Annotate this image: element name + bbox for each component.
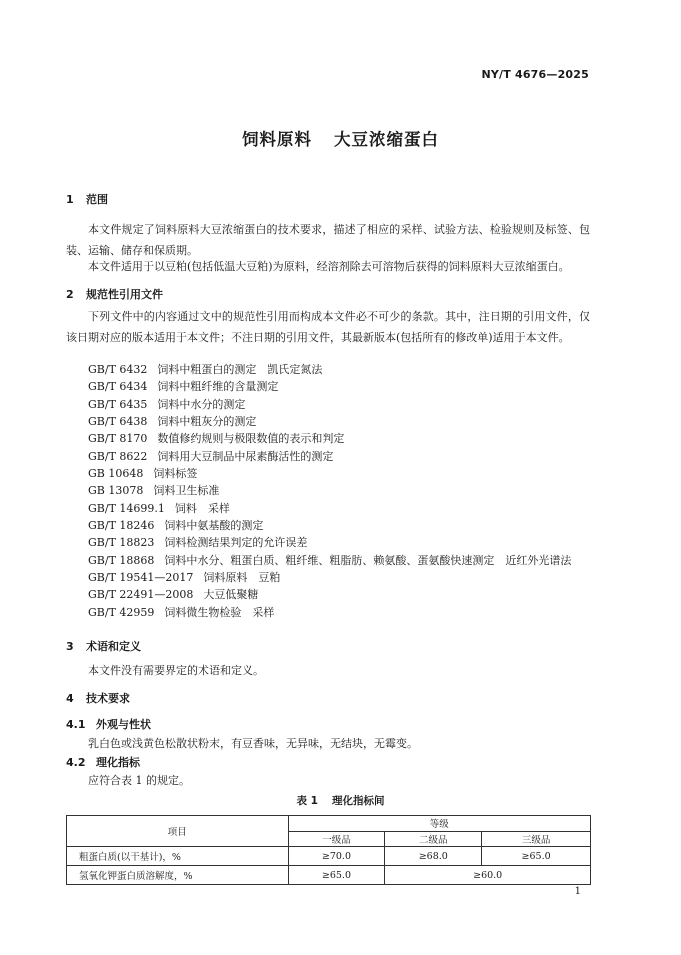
page-number: 1 [574, 886, 581, 897]
reference-title: 饲料微生物检验 采样 [164, 605, 275, 619]
reference-title: 饲料卫生标准 [153, 484, 220, 498]
section-2-heading [66, 286, 163, 302]
reference-title: 饲料中水分的测定 [157, 397, 246, 411]
reference-code: GB/T 18868 [88, 553, 155, 567]
cell-value: ≥68.0 [385, 847, 482, 866]
scope-paragraph-1: 本文件规定了饲料原料大豆浓缩蛋白的技术要求，描述了相应的采样、试验方法、检验规则及标签、包装、运输、储存和保质期。 [66, 223, 590, 257]
row-item: 氢氧化钾蛋白质溶解度，% [67, 866, 289, 885]
reference-code: GB 13078 [88, 484, 144, 498]
cell-value: ≥65.0 [482, 847, 591, 866]
title-part-2: 大豆浓缩蛋白 [334, 130, 439, 149]
reference-title: 饲料标签 [153, 467, 198, 481]
reference-item [88, 534, 571, 551]
terms-text: 本文件没有需要界定的术语和定义。 [88, 664, 264, 677]
section-title: 技术要求 [86, 692, 130, 705]
section-4-heading [66, 690, 130, 706]
reference-code: GB/T 6432 [88, 363, 148, 376]
grade-2: 二级品 [385, 831, 482, 847]
reference-code: GB/T 8622 [88, 449, 148, 463]
reference-item [88, 465, 571, 482]
section-number: 3 [66, 640, 74, 653]
reference-code: GB/T 42959 [88, 605, 155, 619]
reference-title: 饲料原料 豆粕 [203, 571, 281, 585]
specification-table [66, 815, 591, 885]
reference-item [88, 361, 571, 378]
reference-list [88, 361, 571, 621]
cell-value: ≥70.0 [288, 847, 385, 866]
document-title [0, 126, 681, 150]
reference-code: GB/T 18246 [88, 519, 155, 533]
reference-title: 饲料中氨基酸的测定 [164, 519, 264, 533]
reference-item [88, 413, 571, 430]
section-number: 4 [66, 692, 74, 705]
reference-title: 饲料用大豆制品中尿素酶活性的测定 [157, 449, 334, 463]
section-1-heading [66, 191, 108, 207]
reference-code: GB/T 14699.1 [88, 501, 165, 515]
section-4-1-heading [66, 716, 151, 732]
reference-item [88, 448, 571, 465]
subsection-number: 4.2 [66, 756, 86, 769]
reference-title: 饲料中水分、粗蛋白质、粗纤维、粗脂肪、赖氨酸、蛋氨酸快速测定 近红外光谱法 [164, 553, 572, 567]
reference-code: GB/T 6438 [88, 415, 148, 429]
section-number: 2 [66, 288, 74, 301]
reference-item [88, 517, 571, 534]
section-title: 规范性引用文件 [86, 288, 163, 301]
subsection-number: 4.1 [66, 718, 86, 731]
reference-code: GB/T 18823 [88, 536, 155, 550]
section-3-heading [66, 638, 141, 654]
section-title: 术语和定义 [86, 640, 141, 653]
normative-intro: 下列文件中的内容通过文中的规范性引用而构成本文件必不可少的条款。其中，注日期的引用文件，仅该日期对应的版本适用于本文件；不注日期的引用文件，其最新版本(包括所有的修改单)适用于本文件。 [66, 310, 590, 344]
reference-title: 饲料检测结果判定的允许误差 [164, 536, 308, 550]
cell-value: ≥65.0 [288, 866, 385, 885]
reference-item [88, 569, 571, 586]
reference-title: 饲料中粗蛋白的测定 凯氏定氮法 [157, 363, 323, 376]
standard-number: NY/T 4676—2025 [481, 68, 589, 81]
physchem-text: 应符合表 1 的规定。 [88, 774, 190, 787]
reference-title: 饲料 采样 [174, 501, 230, 515]
reference-item [88, 430, 571, 447]
reference-item [88, 396, 571, 413]
table-caption [0, 793, 681, 808]
reference-item [88, 500, 571, 517]
row-item: 粗蛋白质(以干基计)，% [67, 847, 289, 866]
reference-code: GB 10648 [88, 467, 144, 481]
section-title: 范围 [86, 193, 108, 206]
header-item: 项目 [67, 816, 289, 847]
grade-1: 一级品 [288, 831, 385, 847]
grade-3: 三级品 [482, 831, 591, 847]
title-part-1: 饲料原料 [242, 130, 312, 149]
table-row [67, 866, 591, 885]
reference-item [88, 604, 571, 621]
reference-item [88, 482, 571, 499]
subsection-title: 外观与性状 [96, 718, 151, 731]
table-row [67, 847, 591, 866]
section-4-2-heading [66, 754, 140, 770]
reference-title: 饲料中粗纤维的含量测定 [157, 380, 279, 394]
scope-paragraph-2: 本文件适用于以豆粕(包括低温大豆粕)为原料，经溶剂除去可溶物后获得的饲料原料大豆浓缩蛋白。 [88, 260, 570, 273]
reference-item [88, 552, 571, 569]
table-header-row [67, 816, 591, 832]
table-label: 表 1 [296, 795, 318, 807]
reference-title: 数值修约规则与极限数值的表示和判定 [157, 432, 345, 446]
reference-code: GB/T 6435 [88, 397, 148, 411]
reference-title: 饲料中粗灰分的测定 [157, 415, 257, 429]
reference-code: GB/T 19541—2017 [88, 571, 194, 585]
reference-code: GB/T 22491—2008 [88, 588, 194, 602]
cell-value: ≥60.0 [385, 866, 591, 885]
section-number: 1 [66, 193, 74, 206]
reference-code: GB/T 6434 [88, 380, 148, 394]
appearance-text: 乳白色或浅黄色松散状粉末，有豆香味，无异味，无结块，无霉变。 [88, 737, 418, 750]
header-grade: 等级 [288, 816, 590, 832]
reference-item [88, 378, 571, 395]
subsection-title: 理化指标 [96, 756, 140, 769]
table-title: 理化指标间 [331, 795, 385, 807]
reference-code: GB/T 8170 [88, 432, 148, 446]
reference-title: 大豆低聚糖 [203, 588, 259, 602]
reference-item [88, 586, 571, 603]
